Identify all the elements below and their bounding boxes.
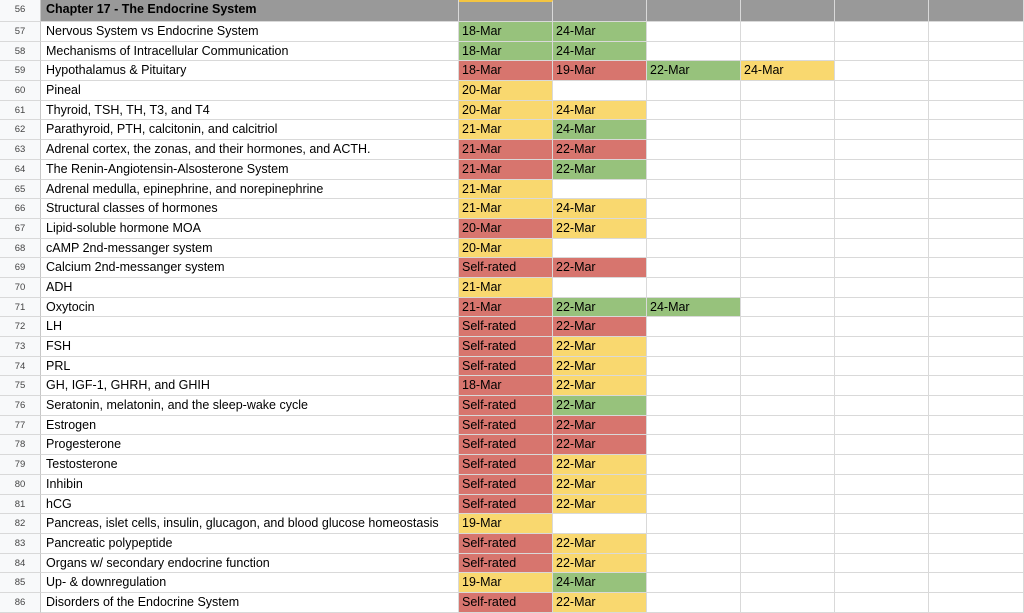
empty-cell[interactable]: [647, 534, 741, 554]
empty-cell[interactable]: [647, 593, 741, 613]
empty-cell[interactable]: [741, 573, 835, 593]
table-row: [0, 495, 1024, 515]
review-date-cell[interactable]: Self-rated: [459, 337, 553, 357]
review-date-cell[interactable]: 22-Mar: [553, 593, 647, 613]
empty-cell[interactable]: [741, 219, 835, 239]
empty-cell[interactable]: [835, 317, 929, 337]
row-number[interactable]: 69: [0, 258, 41, 278]
empty-cell[interactable]: [835, 140, 929, 160]
review-date-cell[interactable]: 21-Mar: [459, 180, 553, 200]
empty-cell[interactable]: [741, 435, 835, 455]
empty-cell[interactable]: [929, 573, 1024, 593]
row-number[interactable]: 67: [0, 219, 41, 239]
empty-cell[interactable]: [647, 140, 741, 160]
review-date-cell[interactable]: Self-rated: [459, 258, 553, 278]
empty-cell[interactable]: [553, 81, 647, 101]
table-row: [0, 258, 1024, 278]
empty-cell[interactable]: [929, 219, 1024, 239]
empty-cell[interactable]: [929, 180, 1024, 200]
review-date-cell[interactable]: 21-Mar: [459, 140, 553, 160]
review-date-cell[interactable]: 22-Mar: [553, 258, 647, 278]
topic-cell[interactable]: Thyroid, TSH, TH, T3, and T4: [41, 101, 459, 121]
topic-cell[interactable]: Seratonin, melatonin, and the sleep-wake cycle: [41, 396, 459, 416]
topic-cell[interactable]: Mechanisms of Intracellular Communication: [41, 42, 459, 62]
empty-cell[interactable]: [929, 593, 1024, 613]
empty-cell[interactable]: [647, 495, 741, 515]
review-date-cell[interactable]: 24-Mar: [647, 298, 741, 318]
empty-cell[interactable]: [835, 475, 929, 495]
review-date-cell[interactable]: 24-Mar: [553, 42, 647, 62]
empty-cell[interactable]: [647, 120, 741, 140]
empty-cell[interactable]: [929, 495, 1024, 515]
empty-cell[interactable]: [647, 278, 741, 298]
table-row: [0, 475, 1024, 495]
empty-cell[interactable]: [835, 593, 929, 613]
empty-cell[interactable]: [835, 101, 929, 121]
review-date-cell[interactable]: 22-Mar: [553, 219, 647, 239]
review-date-cell[interactable]: 20-Mar: [459, 239, 553, 259]
review-date-cell[interactable]: 19-Mar: [553, 61, 647, 81]
empty-cell[interactable]: [835, 199, 929, 219]
empty-cell[interactable]: [929, 514, 1024, 534]
empty-cell[interactable]: [835, 22, 929, 42]
topic-cell[interactable]: Inhibin: [41, 475, 459, 495]
topic-cell[interactable]: Testosterone: [41, 455, 459, 475]
empty-cell[interactable]: [647, 376, 741, 396]
review-date-cell[interactable]: 21-Mar: [459, 298, 553, 318]
empty-cell[interactable]: [647, 42, 741, 62]
row-number[interactable]: 82: [0, 514, 41, 534]
review-date-cell[interactable]: 22-Mar: [553, 495, 647, 515]
review-date-cell[interactable]: 22-Mar: [553, 140, 647, 160]
topic-cell[interactable]: FSH: [41, 337, 459, 357]
row-number[interactable]: 61: [0, 101, 41, 121]
empty-cell[interactable]: [929, 337, 1024, 357]
empty-cell[interactable]: [929, 357, 1024, 377]
empty-cell[interactable]: [647, 81, 741, 101]
empty-cell[interactable]: [929, 554, 1024, 574]
empty-cell[interactable]: [741, 298, 835, 318]
review-date-cell[interactable]: 22-Mar: [553, 455, 647, 475]
table-row: [0, 435, 1024, 455]
cell[interactable]: [553, 0, 647, 22]
empty-cell[interactable]: [835, 61, 929, 81]
review-date-cell[interactable]: 22-Mar: [553, 160, 647, 180]
empty-cell[interactable]: [835, 219, 929, 239]
empty-cell[interactable]: [741, 22, 835, 42]
topic-cell[interactable]: Parathyroid, PTH, calcitonin, and calcitriol: [41, 120, 459, 140]
table-row: [0, 514, 1024, 534]
row-number[interactable]: 79: [0, 455, 41, 475]
empty-cell[interactable]: [647, 337, 741, 357]
empty-cell[interactable]: [835, 120, 929, 140]
empty-cell[interactable]: [647, 554, 741, 574]
table-row: [0, 81, 1024, 101]
review-date-cell[interactable]: 22-Mar: [553, 435, 647, 455]
row-number[interactable]: 63: [0, 140, 41, 160]
review-date-cell[interactable]: 19-Mar: [459, 573, 553, 593]
topic-cell[interactable]: Hypothalamus & Pituitary: [41, 61, 459, 81]
empty-cell[interactable]: [647, 160, 741, 180]
review-date-cell[interactable]: 22-Mar: [553, 317, 647, 337]
table-row: [0, 61, 1024, 81]
review-date-cell[interactable]: Self-rated: [459, 416, 553, 436]
empty-cell[interactable]: [647, 258, 741, 278]
review-date-cell[interactable]: 18-Mar: [459, 22, 553, 42]
row-number[interactable]: 83: [0, 534, 41, 554]
topic-cell[interactable]: Adrenal medulla, epinephrine, and norepinephrine: [41, 180, 459, 200]
review-date-cell[interactable]: 22-Mar: [553, 357, 647, 377]
empty-cell[interactable]: [929, 101, 1024, 121]
empty-cell[interactable]: [647, 199, 741, 219]
empty-cell[interactable]: [835, 258, 929, 278]
review-date-cell[interactable]: 24-Mar: [553, 199, 647, 219]
row-number[interactable]: 84: [0, 554, 41, 574]
row-number[interactable]: 70: [0, 278, 41, 298]
topic-cell[interactable]: PRL: [41, 357, 459, 377]
topic-cell[interactable]: LH: [41, 317, 459, 337]
empty-cell[interactable]: [929, 120, 1024, 140]
row-number[interactable]: 65: [0, 180, 41, 200]
empty-cell[interactable]: [929, 534, 1024, 554]
topic-cell[interactable]: Estrogen: [41, 416, 459, 436]
review-date-cell[interactable]: 24-Mar: [553, 22, 647, 42]
topic-cell[interactable]: Pancreas, islet cells, insulin, glucagon, and blood glucose homeostasis: [41, 514, 459, 534]
review-date-cell[interactable]: Self-rated: [459, 396, 553, 416]
review-date-cell[interactable]: 22-Mar: [553, 337, 647, 357]
topic-cell[interactable]: Calcium 2nd-messanger system: [41, 258, 459, 278]
empty-cell[interactable]: [647, 573, 741, 593]
review-date-cell[interactable]: 22-Mar: [553, 475, 647, 495]
row-number[interactable]: 76: [0, 396, 41, 416]
table-row: [0, 416, 1024, 436]
empty-cell[interactable]: [647, 180, 741, 200]
empty-cell[interactable]: [741, 81, 835, 101]
row-number[interactable]: 74: [0, 357, 41, 377]
empty-cell[interactable]: [553, 514, 647, 534]
empty-cell[interactable]: [741, 317, 835, 337]
empty-cell[interactable]: [553, 239, 647, 259]
empty-cell[interactable]: [741, 101, 835, 121]
review-date-cell[interactable]: 18-Mar: [459, 42, 553, 62]
row-number[interactable]: 80: [0, 475, 41, 495]
review-date-cell[interactable]: 18-Mar: [459, 376, 553, 396]
cell[interactable]: [741, 0, 835, 22]
empty-cell[interactable]: [835, 81, 929, 101]
review-date-cell[interactable]: 22-Mar: [553, 298, 647, 318]
empty-cell[interactable]: [647, 455, 741, 475]
review-date-cell[interactable]: Self-rated: [459, 475, 553, 495]
empty-cell[interactable]: [929, 22, 1024, 42]
table-row: [0, 278, 1024, 298]
row-number[interactable]: 78: [0, 435, 41, 455]
review-date-cell[interactable]: 21-Mar: [459, 199, 553, 219]
empty-cell[interactable]: [741, 337, 835, 357]
table-row: [0, 180, 1024, 200]
empty-cell[interactable]: [929, 455, 1024, 475]
review-date-cell[interactable]: 21-Mar: [459, 278, 553, 298]
table-row: [0, 573, 1024, 593]
empty-cell[interactable]: [647, 357, 741, 377]
empty-cell[interactable]: [741, 357, 835, 377]
cell[interactable]: [647, 0, 741, 22]
review-date-cell[interactable]: 22-Mar: [553, 554, 647, 574]
table-row: [0, 554, 1024, 574]
topic-cell[interactable]: The Renin-Angiotensin-Alsosterone System: [41, 160, 459, 180]
review-date-cell[interactable]: 22-Mar: [647, 61, 741, 81]
topic-cell[interactable]: Progesterone: [41, 435, 459, 455]
row-number[interactable]: 59: [0, 61, 41, 81]
row-number[interactable]: 81: [0, 495, 41, 515]
row-number[interactable]: 68: [0, 239, 41, 259]
row-number[interactable]: 58: [0, 42, 41, 62]
table-row: [0, 298, 1024, 318]
empty-cell[interactable]: [929, 416, 1024, 436]
row-number[interactable]: 75: [0, 376, 41, 396]
empty-cell[interactable]: [741, 180, 835, 200]
empty-cell[interactable]: [835, 239, 929, 259]
empty-cell[interactable]: [929, 239, 1024, 259]
table-row: [0, 199, 1024, 219]
empty-cell[interactable]: [647, 239, 741, 259]
table-row: [0, 357, 1024, 377]
row-number[interactable]: 73: [0, 337, 41, 357]
section-header-cell[interactable]: Chapter 17 - The Endocrine System: [41, 0, 459, 22]
header-row: [0, 0, 1024, 22]
table-row: [0, 534, 1024, 554]
empty-cell[interactable]: [835, 495, 929, 515]
empty-cell[interactable]: [835, 180, 929, 200]
review-date-cell[interactable]: 24-Mar: [553, 120, 647, 140]
empty-cell[interactable]: [929, 140, 1024, 160]
empty-cell[interactable]: [741, 239, 835, 259]
empty-cell[interactable]: [929, 317, 1024, 337]
empty-cell[interactable]: [835, 396, 929, 416]
row-number[interactable]: 86: [0, 593, 41, 613]
review-date-cell[interactable]: 21-Mar: [459, 120, 553, 140]
empty-cell[interactable]: [741, 455, 835, 475]
empty-cell[interactable]: [741, 376, 835, 396]
review-date-cell[interactable]: 22-Mar: [553, 416, 647, 436]
empty-cell[interactable]: [647, 101, 741, 121]
empty-cell[interactable]: [741, 120, 835, 140]
empty-cell[interactable]: [835, 337, 929, 357]
empty-cell[interactable]: [835, 160, 929, 180]
empty-cell[interactable]: [553, 278, 647, 298]
table-row: [0, 120, 1024, 140]
empty-cell[interactable]: [647, 435, 741, 455]
review-date-cell[interactable]: Self-rated: [459, 357, 553, 377]
topic-cell[interactable]: Organs w/ secondary endocrine function: [41, 554, 459, 574]
row-number[interactable]: 64: [0, 160, 41, 180]
row-number[interactable]: 60: [0, 81, 41, 101]
table-row: [0, 239, 1024, 259]
row-number[interactable]: 62: [0, 120, 41, 140]
empty-cell[interactable]: [741, 416, 835, 436]
empty-cell[interactable]: [835, 278, 929, 298]
empty-cell[interactable]: [741, 42, 835, 62]
review-date-cell[interactable]: Self-rated: [459, 317, 553, 337]
table-row: [0, 101, 1024, 121]
empty-cell[interactable]: [835, 514, 929, 534]
empty-cell[interactable]: [929, 298, 1024, 318]
empty-cell[interactable]: [647, 219, 741, 239]
review-date-cell[interactable]: 19-Mar: [459, 514, 553, 534]
empty-cell[interactable]: [929, 435, 1024, 455]
empty-cell[interactable]: [741, 475, 835, 495]
row-number[interactable]: 57: [0, 22, 41, 42]
table-row: [0, 376, 1024, 396]
empty-cell[interactable]: [741, 514, 835, 534]
cell[interactable]: [929, 0, 1024, 22]
topic-cell[interactable]: GH, IGF-1, GHRH, and GHIH: [41, 376, 459, 396]
empty-cell[interactable]: [929, 258, 1024, 278]
empty-cell[interactable]: [741, 593, 835, 613]
empty-cell[interactable]: [647, 317, 741, 337]
review-date-cell[interactable]: Self-rated: [459, 534, 553, 554]
empty-cell[interactable]: [741, 199, 835, 219]
topic-cell[interactable]: Nervous System vs Endocrine System: [41, 22, 459, 42]
review-date-cell[interactable]: 24-Mar: [553, 573, 647, 593]
empty-cell[interactable]: [741, 396, 835, 416]
topic-cell[interactable]: Pancreatic polypeptide: [41, 534, 459, 554]
topic-cell[interactable]: Oxytocin: [41, 298, 459, 318]
empty-cell[interactable]: [929, 396, 1024, 416]
table-row: [0, 317, 1024, 337]
topic-cell[interactable]: Lipid-soluble hormone MOA: [41, 219, 459, 239]
topic-cell[interactable]: Adrenal cortex, the zonas, and their hormones, and ACTH.: [41, 140, 459, 160]
empty-cell[interactable]: [741, 278, 835, 298]
table-row: [0, 337, 1024, 357]
empty-cell[interactable]: [647, 514, 741, 534]
empty-cell[interactable]: [741, 258, 835, 278]
empty-cell[interactable]: [647, 396, 741, 416]
review-date-cell[interactable]: 22-Mar: [553, 534, 647, 554]
empty-cell[interactable]: [929, 160, 1024, 180]
empty-cell[interactable]: [835, 416, 929, 436]
table-row: [0, 455, 1024, 475]
empty-cell[interactable]: [553, 180, 647, 200]
row-number[interactable]: 71: [0, 298, 41, 318]
empty-cell[interactable]: [929, 475, 1024, 495]
empty-cell[interactable]: [929, 376, 1024, 396]
empty-cell[interactable]: [835, 376, 929, 396]
review-date-cell[interactable]: 24-Mar: [553, 101, 647, 121]
review-date-cell[interactable]: 24-Mar: [741, 61, 835, 81]
table-row: [0, 160, 1024, 180]
topic-cell[interactable]: Up- & downregulation: [41, 573, 459, 593]
review-date-cell[interactable]: 22-Mar: [553, 396, 647, 416]
review-date-cell[interactable]: 20-Mar: [459, 81, 553, 101]
row-number[interactable]: 85: [0, 573, 41, 593]
table-row: [0, 219, 1024, 239]
row-number[interactable]: 72: [0, 317, 41, 337]
empty-cell[interactable]: [647, 475, 741, 495]
empty-cell[interactable]: [929, 42, 1024, 62]
review-date-cell[interactable]: Self-rated: [459, 435, 553, 455]
empty-cell[interactable]: [647, 22, 741, 42]
empty-cell[interactable]: [929, 81, 1024, 101]
empty-cell[interactable]: [929, 278, 1024, 298]
empty-cell[interactable]: [929, 199, 1024, 219]
review-date-cell[interactable]: Self-rated: [459, 495, 553, 515]
empty-cell[interactable]: [647, 416, 741, 436]
review-date-cell[interactable]: 22-Mar: [553, 376, 647, 396]
row-number[interactable]: 56: [0, 0, 41, 22]
row-number[interactable]: 66: [0, 199, 41, 219]
empty-cell[interactable]: [835, 534, 929, 554]
empty-cell[interactable]: [741, 554, 835, 574]
table-row: [0, 396, 1024, 416]
empty-cell[interactable]: [835, 435, 929, 455]
row-number[interactable]: 77: [0, 416, 41, 436]
review-date-cell[interactable]: 21-Mar: [459, 160, 553, 180]
topic-cell[interactable]: hCG: [41, 495, 459, 515]
empty-cell[interactable]: [929, 61, 1024, 81]
empty-cell[interactable]: [741, 140, 835, 160]
review-date-cell[interactable]: Self-rated: [459, 554, 553, 574]
empty-cell[interactable]: [835, 357, 929, 377]
empty-cell[interactable]: [835, 42, 929, 62]
topic-cell[interactable]: ADH: [41, 278, 459, 298]
review-date-cell[interactable]: Self-rated: [459, 455, 553, 475]
empty-cell[interactable]: [741, 534, 835, 554]
empty-cell[interactable]: [835, 298, 929, 318]
table-row: [0, 593, 1024, 613]
topic-cell[interactable]: Disorders of the Endocrine System: [41, 593, 459, 613]
table-row: [0, 42, 1024, 62]
empty-cell[interactable]: [835, 554, 929, 574]
review-date-cell[interactable]: 20-Mar: [459, 101, 553, 121]
topic-cell[interactable]: cAMP 2nd-messanger system: [41, 239, 459, 259]
topic-cell[interactable]: Pineal: [41, 81, 459, 101]
empty-cell[interactable]: [741, 495, 835, 515]
review-date-cell[interactable]: 18-Mar: [459, 61, 553, 81]
review-date-cell[interactable]: 20-Mar: [459, 219, 553, 239]
table-row: [0, 22, 1024, 42]
cell[interactable]: [835, 0, 929, 22]
empty-cell[interactable]: [835, 573, 929, 593]
topic-cell[interactable]: Structural classes of hormones: [41, 199, 459, 219]
table-row: [0, 140, 1024, 160]
empty-cell[interactable]: [741, 160, 835, 180]
empty-cell[interactable]: [835, 455, 929, 475]
cell[interactable]: [459, 0, 553, 22]
review-date-cell[interactable]: Self-rated: [459, 593, 553, 613]
